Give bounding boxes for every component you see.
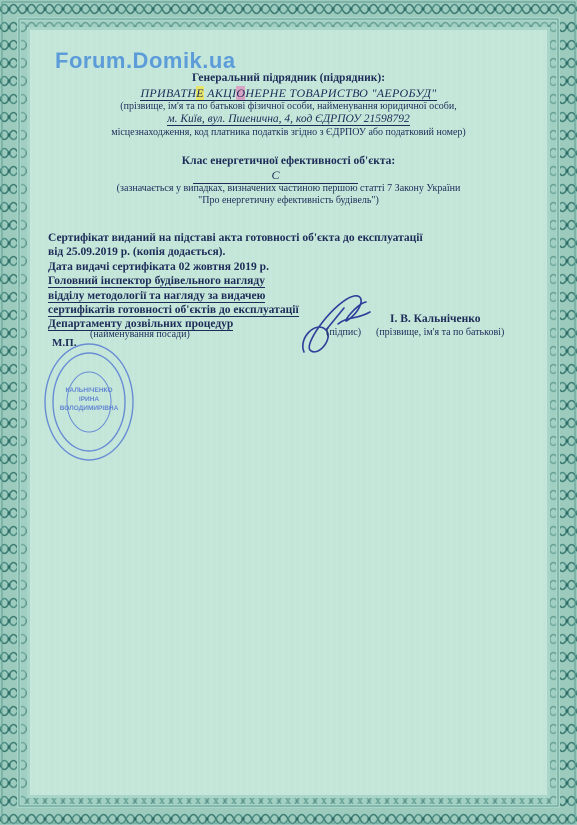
contractor-address: м. Київ, вул. Пшенична, 4, код ЄДРПОУ 21598792: [167, 113, 410, 125]
energy-class-note-1: (зазначається у випадках, визначених частиною першою статті 7 Закону України: [116, 183, 461, 194]
position-note: (найменування посади): [90, 329, 190, 340]
contractor-note-1: (прізвище, ім'я та по батькові фізичної особи, найменування юридичної особи,: [120, 101, 457, 112]
seal-mark: М.П.: [52, 337, 77, 349]
signer-note: (прізвище, ім'я та по батькові): [376, 327, 505, 338]
position-line1: Головний інспектор будівельного нагляду: [48, 275, 265, 287]
stamp-line1: КАЛЬНІЧЕНКО: [65, 387, 113, 394]
signature-image: [296, 290, 376, 362]
energy-class-heading: Клас енергетичної ефективності об'єкта:: [181, 155, 396, 167]
watermark-text: Forum.Domik.ua: [55, 48, 236, 73]
stamp-line2: ІРИНА: [78, 396, 100, 403]
contractor-note-2: місцезнаходження, код платника податків згідно з ЄДРПОУ або податковий номер): [111, 127, 466, 138]
position-line4: Департаменту дозвільних процедур: [48, 318, 234, 330]
certificate-basis-line1: Сертифікат виданий на підставі акта готовності об'єкта до експлуатації: [48, 232, 423, 244]
position-line3: сертифікатів готовності об'єктів до експлуатації: [48, 304, 299, 316]
energy-class-note-2: "Про енергетичну ефективність будівель"): [198, 195, 379, 206]
position-line2: відділу методології та нагляду за видачею: [48, 290, 266, 302]
signer-name: І. В. Кальніченко: [390, 313, 481, 325]
signature-note: (підпис): [326, 327, 362, 338]
stamp-line3: ВОЛОДИМИРІВНА: [59, 405, 119, 412]
contractor-heading: Генеральний підрядник (підрядник):: [191, 72, 386, 84]
contractor-name: ПРИВАТНЕ АКЦІОНЕРНЕ ТОВАРИСТВО "АЕРОБУД": [140, 86, 437, 100]
official-stamp: [42, 340, 137, 465]
certificate-issue-date: Дата видачі сертифіката 02 жовтня 2019 р.: [48, 261, 269, 273]
energy-class-value: С: [193, 168, 358, 184]
certificate-basis-line2: від 25.09.2019 р. (копія додається).: [48, 246, 226, 258]
